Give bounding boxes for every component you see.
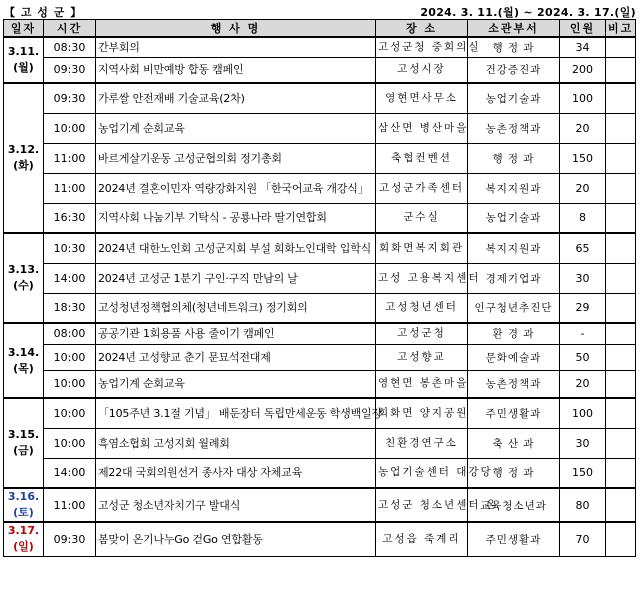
table-row	[4, 522, 636, 556]
note-cell	[606, 83, 636, 113]
dept-cell: 주민생활과	[468, 522, 560, 556]
dept-cell: 환 경 과	[468, 323, 560, 344]
event-cell: 공공기관 1회용품 사용 줄이기 캠페인	[96, 323, 376, 344]
table-row	[4, 83, 636, 113]
event-cell: 「105주년 3.1절 기념」 배둔장터 독립만세운동 학생백일장	[96, 398, 376, 428]
period-range: 2024. 3. 11.(월) ~ 2024. 3. 17.(일)	[420, 6, 636, 19]
dept-cell: 인구청년추진단	[468, 293, 560, 323]
date-label: 3.17.	[7, 524, 40, 538]
note-cell	[606, 293, 636, 323]
note-cell	[606, 173, 636, 203]
count-cell: 20	[560, 113, 606, 143]
place-cell: 영현면 봉촌마을	[376, 370, 468, 398]
event-cell: 농업기계 순회교육	[96, 370, 376, 398]
time-cell: 10:00	[44, 113, 96, 143]
note-cell	[606, 522, 636, 556]
place-cell: 농업기술센터 대강당	[376, 458, 468, 488]
weekday-label: (수)	[13, 279, 34, 292]
place-cell: 고성군청	[376, 323, 468, 344]
time-cell: 10:00	[44, 344, 96, 370]
col-header-date: 일자	[4, 20, 44, 38]
place-cell: 군수실	[376, 203, 468, 233]
date-label: 3.13.	[7, 263, 40, 276]
note-cell	[606, 458, 636, 488]
header-row	[4, 20, 636, 38]
count-cell: 8	[560, 203, 606, 233]
table-row	[4, 173, 636, 203]
note-cell	[606, 263, 636, 293]
place-cell: 영현면사무소	[376, 83, 468, 113]
event-cell: 고성청년정책협의체(청년네트워크) 정기회의	[96, 293, 376, 323]
table-row	[4, 344, 636, 370]
place-cell: 고성 고용복지센터	[376, 263, 468, 293]
time-cell: 09:30	[44, 83, 96, 113]
event-cell: 가루쌀 안전재배 기술교육(2차)	[96, 83, 376, 113]
count-cell: 29	[560, 293, 606, 323]
count-cell: 50	[560, 344, 606, 370]
col-header-time: 시간	[44, 20, 96, 38]
dept-cell: 주민생활과	[468, 398, 560, 428]
weekday-label: (토)	[13, 506, 34, 519]
place-cell: 축협컨벤션	[376, 143, 468, 173]
event-cell: 바르게살기운동 고성군협의회 정기총회	[96, 143, 376, 173]
weekday-label: (월)	[13, 61, 34, 74]
count-cell: 20	[560, 370, 606, 398]
time-cell: 10:00	[44, 398, 96, 428]
table-row	[4, 143, 636, 173]
dept-cell: 교육청소년과	[468, 488, 560, 522]
time-cell: 10:00	[44, 370, 96, 398]
dept-cell: 축 산 과	[468, 428, 560, 458]
note-cell	[606, 428, 636, 458]
event-cell: 2024년 대한노인회 고성군지회 부설 회화노인대학 입학식	[96, 233, 376, 263]
count-cell: 100	[560, 83, 606, 113]
weekday-label: (목)	[13, 361, 34, 375]
time-cell: 14:00	[44, 458, 96, 488]
date-cell	[4, 233, 44, 323]
place-cell: 고성청년센터	[376, 293, 468, 323]
col-header-dept: 소관부서	[468, 20, 560, 38]
table-row	[4, 428, 636, 458]
dept-cell: 복지지원과	[468, 233, 560, 263]
note-cell	[606, 113, 636, 143]
table-row	[4, 263, 636, 293]
note-cell	[606, 344, 636, 370]
weekday-label: (화)	[13, 159, 34, 172]
event-cell: 제22대 국회의원선거 종사자 대상 자체교육	[96, 458, 376, 488]
note-cell	[606, 488, 636, 522]
table-row	[4, 398, 636, 428]
table-row	[4, 458, 636, 488]
place-cell: 친환경연구소	[376, 428, 468, 458]
event-cell: 흑염소협회 고성지회 월례회	[96, 428, 376, 458]
weekday-label: (일)	[13, 540, 34, 554]
count-cell: 70	[560, 522, 606, 556]
place-cell: 고성향교	[376, 344, 468, 370]
note-cell	[606, 37, 636, 57]
place-cell: 회화면 양지공원	[376, 398, 468, 428]
count-cell: 65	[560, 233, 606, 263]
dept-cell: 농업기술과	[468, 203, 560, 233]
note-cell	[606, 57, 636, 83]
table-row	[4, 488, 636, 522]
dept-cell: 행 정 과	[468, 143, 560, 173]
col-header-count: 인원	[560, 20, 606, 38]
time-cell: 18:30	[44, 293, 96, 323]
time-cell: 16:30	[44, 203, 96, 233]
date-cell	[4, 323, 44, 398]
table-row	[4, 293, 636, 323]
date-label: 3.11.	[7, 45, 40, 58]
place-cell: 고성읍 죽계리	[376, 522, 468, 556]
table-row	[4, 323, 636, 344]
time-cell: 11:00	[44, 143, 96, 173]
time-cell: 09:30	[44, 522, 96, 556]
place-cell: 회화면복지회관	[376, 233, 468, 263]
event-cell: 2024년 고성향교 춘기 문묘석전대제	[96, 344, 376, 370]
event-cell: 2024년 결혼이민자 역량강화지원 「한국어교육 개강식」	[96, 173, 376, 203]
place-cell: 삼산면 병산마을	[376, 113, 468, 143]
event-cell: 지역사회 나눔기부 기탁식 - 공룡나라 딸기연합회	[96, 203, 376, 233]
date-cell	[4, 83, 44, 233]
table-row	[4, 233, 636, 263]
table-row	[4, 203, 636, 233]
table-row	[4, 57, 636, 83]
date-label: 3.16.	[7, 490, 40, 503]
note-cell	[606, 233, 636, 263]
region-title: 【 고 성 군 】	[4, 6, 83, 19]
dept-cell: 경제기업과	[468, 263, 560, 293]
note-cell	[606, 323, 636, 344]
event-cell: 간부회의	[96, 37, 376, 57]
schedule-body	[4, 37, 636, 556]
time-cell: 09:30	[44, 57, 96, 83]
weekday-label: (금)	[13, 444, 34, 457]
count-cell: 20	[560, 173, 606, 203]
count-cell: -	[560, 323, 606, 344]
place-cell: 고성군청 중회의실	[376, 37, 468, 57]
col-header-event: 행 사 명	[96, 20, 376, 38]
place-cell: 고성시장	[376, 57, 468, 83]
place-cell: 고성군가족센터	[376, 173, 468, 203]
table-row	[4, 37, 636, 57]
place-cell: 고성군 청소년센터 온	[376, 488, 468, 522]
table-row	[4, 113, 636, 143]
dept-cell: 복지지원과	[468, 173, 560, 203]
date-label: 3.15.	[7, 428, 40, 441]
count-cell: 34	[560, 37, 606, 57]
note-cell	[606, 370, 636, 398]
note-cell	[606, 143, 636, 173]
count-cell: 30	[560, 263, 606, 293]
dept-cell: 행 정 과	[468, 37, 560, 57]
dept-cell: 농촌정책과	[468, 113, 560, 143]
count-cell: 100	[560, 398, 606, 428]
dept-cell: 농업기술과	[468, 83, 560, 113]
table-row	[4, 370, 636, 398]
count-cell: 80	[560, 488, 606, 522]
time-cell: 11:00	[44, 173, 96, 203]
count-cell: 150	[560, 458, 606, 488]
event-cell: 고성군 청소년자치기구 발대식	[96, 488, 376, 522]
dept-cell: 문화예술과	[468, 344, 560, 370]
note-cell	[606, 203, 636, 233]
time-cell: 10:00	[44, 428, 96, 458]
col-header-place: 장 소	[376, 20, 468, 38]
time-cell: 11:00	[44, 488, 96, 522]
count-cell: 30	[560, 428, 606, 458]
count-cell: 200	[560, 57, 606, 83]
dept-cell: 행 정 과	[468, 458, 560, 488]
time-cell: 10:30	[44, 233, 96, 263]
time-cell: 08:00	[44, 323, 96, 344]
date-label: 3.14.	[7, 345, 40, 359]
dept-cell: 농촌정책과	[468, 370, 560, 398]
date-cell	[4, 37, 44, 83]
time-cell: 08:30	[44, 37, 96, 57]
title-row	[4, 2, 636, 20]
date-label: 3.12.	[7, 143, 40, 156]
col-header-note: 비고	[606, 20, 636, 38]
note-cell	[606, 398, 636, 428]
date-cell	[4, 522, 44, 556]
event-cell: 2024년 고성군 1분기 구인·구직 만남의 날	[96, 263, 376, 293]
schedule-table	[3, 19, 636, 557]
date-cell	[4, 398, 44, 488]
time-cell: 14:00	[44, 263, 96, 293]
event-cell: 지역사회 비만예방 합동 캠페인	[96, 57, 376, 83]
date-cell	[4, 488, 44, 522]
dept-cell: 건강증진과	[468, 57, 560, 83]
event-cell: 봄맞이 온기나누Go 걷Go 연합활동	[96, 522, 376, 556]
count-cell: 150	[560, 143, 606, 173]
event-cell: 농업기계 순회교육	[96, 113, 376, 143]
